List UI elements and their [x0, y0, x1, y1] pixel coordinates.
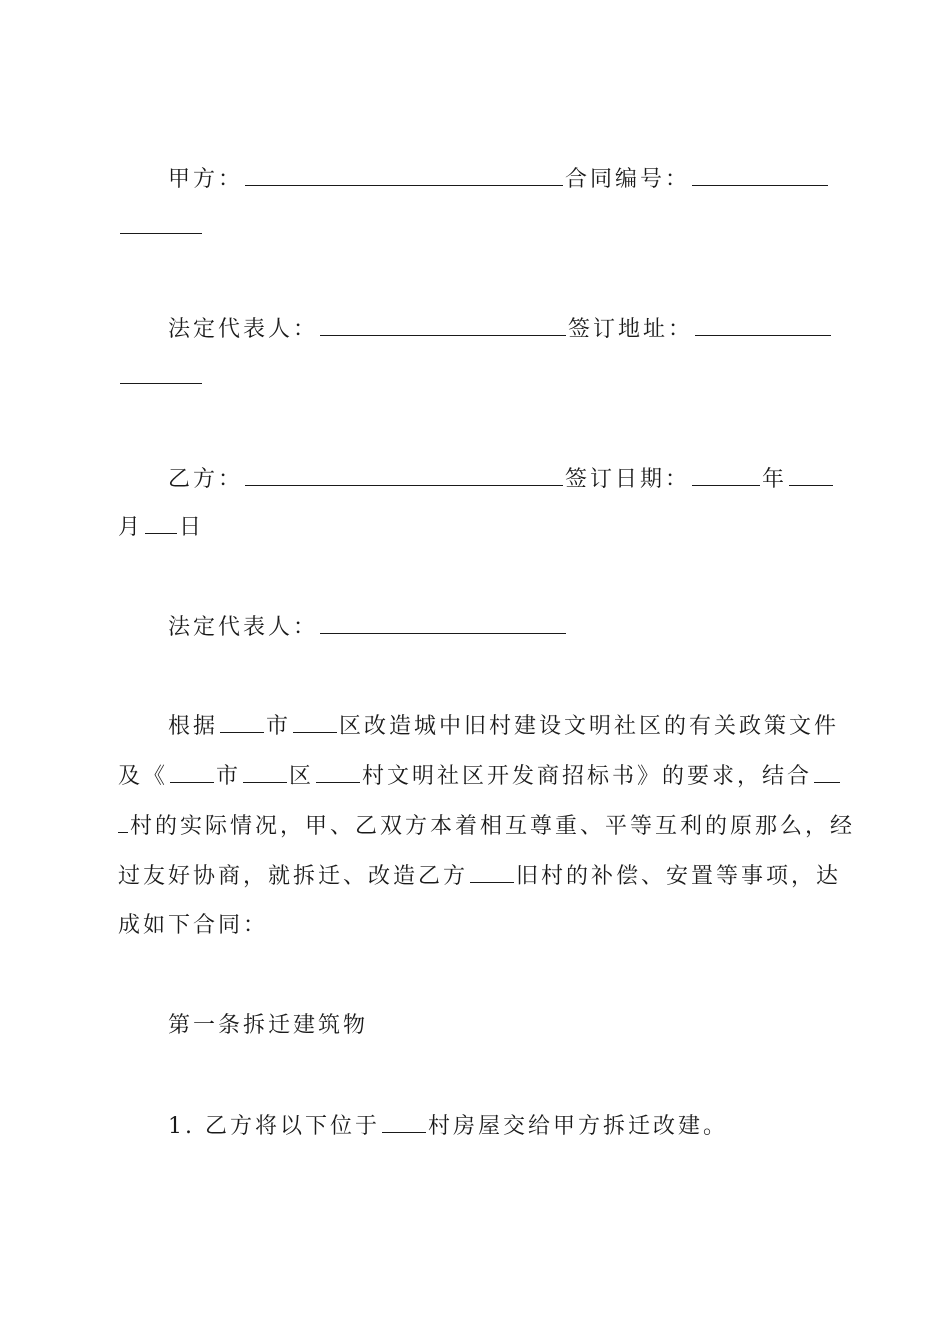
legal-rep-b-label: 法定代表人：: [168, 615, 319, 640]
legal-rep-a-label: 法定代表人：: [168, 317, 319, 342]
preamble-text: 区改造城中旧村建设文明社区的有关政策文件: [339, 714, 840, 739]
item-village-blank[interactable]: [382, 1112, 426, 1133]
contract-no-blank-cont[interactable]: [120, 213, 202, 234]
party-b-label: 乙方：: [168, 467, 244, 492]
preamble-text: 及《: [118, 764, 169, 789]
preamble-line-1: [168, 712, 840, 741]
sign-place-blank[interactable]: [695, 315, 831, 336]
contract-no-label: 合同编号：: [565, 167, 691, 192]
preamble-text: 市: [266, 714, 292, 739]
date-continuation: [118, 513, 832, 542]
preamble-line-5: [118, 912, 832, 940]
contract-no-continuation: [118, 213, 832, 242]
day-blank[interactable]: [145, 513, 177, 534]
sign-place-label: 签订地址：: [568, 317, 694, 342]
month-label: 月: [118, 515, 144, 540]
sign-place-blank-cont[interactable]: [120, 363, 202, 384]
old-village-blank[interactable]: [470, 862, 514, 883]
year-label: 年: [762, 467, 788, 492]
month-blank[interactable]: [789, 465, 833, 486]
party-a-label: 甲方：: [168, 167, 244, 192]
preamble-line-3: [118, 812, 856, 841]
preamble-text: 市: [216, 764, 242, 789]
legal-rep-b-line: [168, 613, 832, 642]
day-label: 日: [179, 515, 205, 540]
preamble-line-2: [118, 762, 832, 791]
legal-rep-a-line: [168, 315, 832, 344]
city-blank[interactable]: [220, 712, 264, 733]
article-1-item-1: [168, 1112, 832, 1141]
contract-no-blank[interactable]: [692, 165, 828, 186]
legal-rep-b-blank[interactable]: [320, 613, 566, 634]
preamble-line-4: [118, 862, 842, 891]
item-text: 1. 乙方将以下位于: [168, 1114, 380, 1139]
article-title: 第一条拆迁建筑物: [168, 1013, 369, 1038]
preamble-text: 村的实际情况，甲、乙双方本着相互尊重、平等互利的原那么，经: [130, 814, 856, 839]
village-blank-2-cont[interactable]: [118, 812, 128, 833]
article-1-title: [168, 1012, 832, 1040]
preamble-text: 成如下合同：: [118, 913, 269, 938]
district-blank[interactable]: [293, 712, 337, 733]
village-blank[interactable]: [316, 762, 360, 783]
party-b-blank[interactable]: [245, 465, 563, 486]
preamble-text: 旧村的补偿、安置等事项，达: [516, 864, 842, 889]
year-blank[interactable]: [692, 465, 760, 486]
village-blank-2[interactable]: [814, 762, 840, 783]
legal-rep-a-blank[interactable]: [320, 315, 566, 336]
party-a-blank[interactable]: [245, 165, 563, 186]
city-blank-2[interactable]: [170, 762, 214, 783]
district-blank-2[interactable]: [243, 762, 287, 783]
sign-place-continuation: [118, 363, 832, 392]
preamble-text: 村文明社区开发商招标书》的要求，结合: [362, 764, 813, 789]
preamble-text: 区: [289, 764, 315, 789]
preamble-text: 根据: [168, 714, 219, 739]
sign-date-label: 签订日期：: [565, 467, 691, 492]
item-text: 村房屋交给甲方拆迁改建。: [427, 1114, 728, 1139]
party-b-line: [168, 465, 832, 494]
preamble-text: 过友好协商，就拆迁、改造乙方: [118, 864, 469, 889]
party-a-line: [168, 165, 832, 194]
